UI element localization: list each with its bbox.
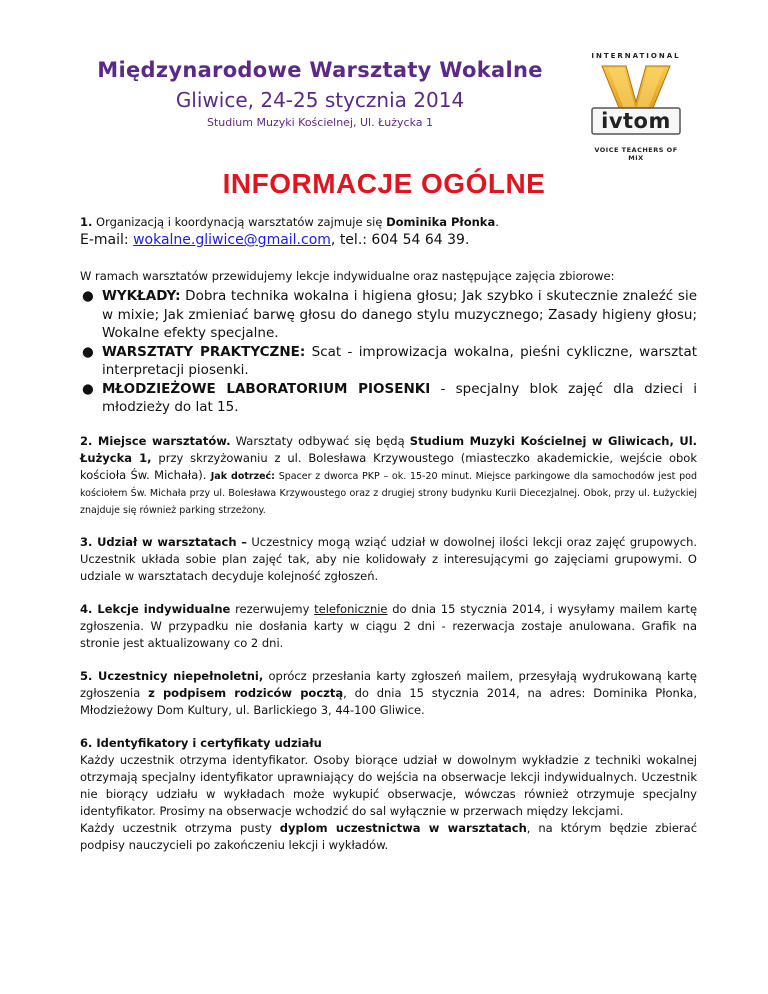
- section-5: [80, 668, 697, 719]
- section-3: [80, 534, 697, 585]
- list-item-text: - specjalny blok zajęć dla dzieci i młodzieży do lat 15.: [102, 380, 697, 415]
- section-2-text: Warsztaty odbywać się będą: [235, 433, 405, 448]
- bullet-icon: ●: [82, 380, 94, 397]
- list-item: [82, 343, 698, 380]
- section-6-paragraph-2: [80, 820, 697, 854]
- coordinator-name: Dominika Płonka: [386, 215, 496, 229]
- email-label: E-mail:: [80, 232, 129, 248]
- directions-text: Spacer z dworca PKP – ok. 15-20 minut. Miejsce parkingowe dla samochodów jest pod kościołem Św. Michała przy ul. Bolesława Krzywoustego oraz z drugiej strony budynku Kurii Diecezjalnej. Obok, przy ul. Łużyckiej znajduje się również parking strzeżony.: [80, 470, 697, 516]
- section-5-text-2: , do dnia 15 stycznia 2014, na adres: Dominika Płonka, Młodzieżowy Dom Kultury, ul. Barlickiego 3, 44-100 Gliwice.: [80, 685, 697, 717]
- section-3-text: Uczestnicy mogą wziąć udział w dowolnej ilości lekcji oraz zajęć grupowych. Uczestnik układa sobie plan zajęć tak, aby nie kolidowały z interesującymi go zajęciami grupowymi. O udziale w warsztatach decyduje kolejność zgłoszeń.: [80, 534, 698, 583]
- punctuation: .: [495, 215, 499, 229]
- logo-bottom-text: VOICE TEACHERS OF MIX: [594, 146, 678, 162]
- section-1-text: Organizacją i koordynacją warsztatów zajmuje się: [96, 215, 383, 229]
- list-item-text: Dobra technika wokalna i higiena głosu; Jak szybko i skutecznie znaleźć sie w mixie; Jak zmieniać barwę głosu do danego stylu muzycznego; Zasady higieny głosu; Wokalne efekty specjalne.: [102, 288, 698, 341]
- section-2-text-2: przy skrzyżowaniu z ul. Bolesława Krzywoustego (miasteczko akademickie, wejście obok kościoła Św. Michała).: [80, 450, 697, 482]
- list-item-text: Scat - improwizacja wokalna, pieśni cykliczne, warsztat interpretacji piosenki.: [102, 343, 698, 378]
- section-5-bold: z podpisem rodziców pocztą: [148, 685, 344, 700]
- bullet-icon: ●: [82, 288, 94, 304]
- list-item: [82, 287, 698, 343]
- document-body: [80, 214, 697, 854]
- page-title: INFORMACJE OGÓLNE: [222, 168, 546, 199]
- header: [0, 0, 768, 170]
- list-item: [82, 380, 697, 417]
- section-5-heading: 5. Uczestnicy niepełnoletni,: [80, 668, 264, 683]
- section-1-number: 1.: [80, 215, 93, 229]
- logo-v-icon: [586, 52, 686, 152]
- phone-text: , tel.: 604 54 64 39.: [330, 232, 470, 248]
- event-date: Gliwice, 24-25 stycznia 2014: [175, 88, 465, 112]
- email-link[interactable]: wokalne.gliwice@gmail.com: [133, 232, 331, 248]
- section-4-text-2: do dnia 15 stycznia 2014, i wysyłamy mailem kartę zgłoszenia. W przypadku nie dosłania karty w ciągu 2 dni - rezerwacja zostaje anulowana. Grafik na stronie jest aktualizowany co 2 dni.: [80, 601, 698, 650]
- directions-heading: Jak dotrzeć:: [210, 470, 275, 482]
- list-item-head: MŁODZIEŻOWE LABORATORIUM PIOSENKI: [102, 380, 431, 397]
- section-2: [80, 433, 697, 518]
- logo-top-text: INTERNATIONAL: [591, 52, 681, 60]
- section-6-text-2: , na którym będzie zbierać podpisy nauczycieli po zakończeniu lekcji i wykładów.: [80, 820, 698, 852]
- section-3-heading: 3. Udział w warsztatach –: [80, 534, 247, 549]
- section-1: [80, 214, 697, 231]
- section-5-text: oprócz przesłania karty zgłoszeń mailem, przesyłają wydrukowaną kartę zgłoszenia: [80, 668, 697, 700]
- event-title: Międzynarodowe Warsztaty Wokalne: [97, 58, 543, 82]
- section-4-underlined: telefonicznie: [314, 601, 388, 616]
- contact-line: [80, 231, 697, 250]
- section-6-title: 6. Identyfikatory i certyfikaty udziału: [80, 735, 322, 750]
- list-item-head: WARSZTATY PRAKTYCZNE:: [102, 343, 306, 360]
- section-4: [80, 601, 697, 652]
- section-6-text: Każdy uczestnik otrzyma pusty: [80, 820, 272, 835]
- section-6-paragraph-1: Każdy uczestnik otrzyma identyfikator. Osoby biorące udział w dowolnym wykładzie z techniki wokalnej otrzymają specjalny identyfikator uprawniający do wejścia na obserwacje lekcji indywidualnych. Uczestnik nie biorący udziału w wykładach może wykupić obserwacje, wówczas również otrzymuje specjalny identyfikator. Prosimy na obserwacje wchodzić do sal wyłącznie w przerwach między lekcjami.: [80, 752, 697, 818]
- section-6-heading: [80, 735, 697, 752]
- section-4-heading: 4. Lekcje indywidualne: [80, 601, 231, 616]
- activities-list: [80, 287, 697, 417]
- list-item-head: WYKŁADY:: [102, 288, 181, 304]
- section-4-text: rezerwujemy: [235, 601, 310, 616]
- event-venue: Studium Muzyki Kościelnej, Ul. Łużycka 1: [207, 116, 433, 129]
- logo-name-text: ivtom: [601, 109, 671, 133]
- venue-name: Studium Muzyki Kościelnej w Gliwicach, Ul. Łużycka 1,: [80, 433, 698, 465]
- section-2-heading: 2. Miejsce warsztatów.: [80, 433, 231, 448]
- bullet-icon: ●: [82, 343, 94, 360]
- ivtom-logo: [586, 52, 686, 162]
- diploma-text: dyplom uczestnictwa w warsztatach: [279, 820, 527, 835]
- intro-text: W ramach warsztatów przewidujemy lekcje indywidualne oraz następujące zajęcia zbiorowe:: [80, 269, 615, 283]
